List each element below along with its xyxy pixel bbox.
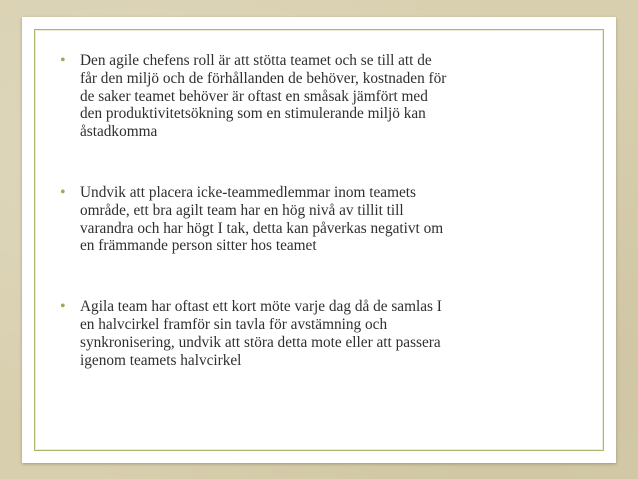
bullet-item-1 [58,52,558,141]
bullet-text-line: åstadkomma [80,123,158,141]
bullet-text-line: Undvik att placera icke-teammedlemmar inom teamets [80,183,416,201]
bullet-text-line: igenom teamets halvcirkel [80,351,242,369]
bullet-dot-icon: • [60,183,66,201]
bullet-text-line: en halvcirkel framför sin tavla för avstämning och [80,315,388,333]
bullet-text-line: Den agile chefens roll är att stötta teamet och se till att de [80,52,432,69]
bullet-item-2 [58,184,558,255]
bullet-text-line: synkronisering, undvik att störa detta mote eller att passera [80,333,441,351]
bullet-item-3 [58,298,558,369]
bullet-text-line: varandra och har högt I tak, detta kan påverkas negativt om [80,219,444,237]
bullet-dot-icon: • [60,52,66,69]
bullet-text-line: får den miljö och de förhållanden de behöver, kostnaden för [80,69,447,87]
bullet-text-line: en främmande person sitter hos teamet [80,237,317,255]
bullet-text-line: de saker teamet behöver är oftast en småsak jämfört med [80,87,428,105]
bullet-text-line: Agila team har oftast ett kort möte varje dag då de samlas I [80,298,442,316]
bullet-dot-icon: • [60,298,66,316]
bullet-text-line: den produktivitetsökning som en stimulerande miljö kan [80,105,426,123]
bullet-text-line: område, ett bra agilt team har en hög nivå av tillit till [80,201,404,219]
bullet-list [58,52,558,369]
